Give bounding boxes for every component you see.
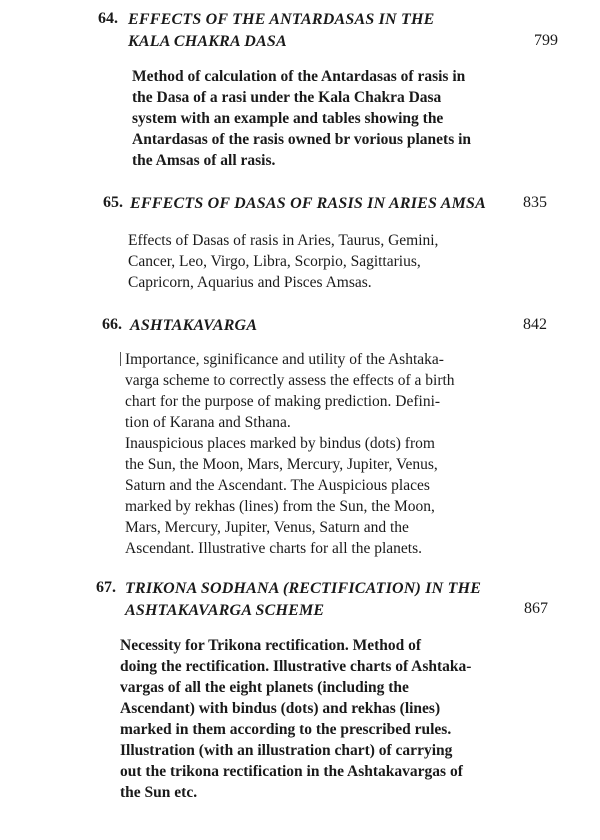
desc-line: tion of Karana and Sthana. <box>125 414 291 431</box>
desc-line: system with an example and tables showing the <box>132 110 444 127</box>
entry-67-page: 867 <box>524 600 548 617</box>
desc-line: Ascendant. Illustrative charts for all the planets. <box>125 540 422 557</box>
desc-line: Cancer, Leo, Virgo, Libra, Scorpio, Sagittarius, <box>128 253 421 270</box>
entry-64-title <box>128 9 435 53</box>
entry-66-title <box>130 315 257 337</box>
desc-line: marked by rekhas (lines) from the Sun, the Moon, <box>125 498 435 515</box>
desc-line: Saturn and the Ascendant. The Auspicious places <box>125 477 430 494</box>
desc-line: marked in them according to the prescribed rules. <box>120 721 452 738</box>
desc-line: the Sun etc. <box>120 784 198 801</box>
entry-67-title-line: ASHTAKAVARGA SCHEME <box>125 602 325 619</box>
entry-64-title-line: EFFECTS OF THE ANTARDASAS IN THE <box>128 11 435 28</box>
entry-64-number: 64. <box>98 10 118 27</box>
entry-67-title <box>125 578 481 622</box>
desc-line: Illustration (with an illustration chart) of carrying <box>120 742 453 759</box>
entry-66-number: 66. <box>102 316 122 333</box>
desc-line: Mars, Mercury, Jupiter, Venus, Saturn and the <box>125 519 409 536</box>
desc-line: Importance, sginificance and utility of the Ashtaka- <box>125 351 444 368</box>
entry-64-description <box>132 66 471 171</box>
desc-line: Effects of Dasas of rasis in Aries, Taurus, Gemini, <box>128 232 439 249</box>
desc-line: Inauspicious places marked by bindus (dots) from <box>125 435 435 452</box>
desc-line: varga scheme to correctly assess the effects of a birth <box>125 372 455 389</box>
desc-line: chart for the purpose of making prediction. Defini- <box>125 393 441 410</box>
desc-line: vargas of all the eight planets (including the <box>120 679 409 696</box>
desc-line: Ascendant) with bindus (dots) and rekhas (lines) <box>120 700 441 717</box>
margin-mark <box>120 352 121 366</box>
entry-66-description <box>125 349 455 559</box>
entry-67-number: 67. <box>96 579 116 596</box>
entry-67-description <box>120 635 471 803</box>
entry-65-title <box>130 193 486 215</box>
entry-67-title-line: TRIKONA SODHANA (RECTIFICATION) IN THE <box>125 580 482 597</box>
entry-66-title-line: ASHTAKAVARGA <box>130 317 258 334</box>
entry-65-number: 65. <box>103 194 123 211</box>
desc-line: Necessity for Trikona rectification. Method of <box>120 637 422 654</box>
entry-64-page: 799 <box>534 32 558 49</box>
desc-line: the Dasa of a rasi under the Kala Chakra Dasa <box>132 89 442 106</box>
entry-64-title-line: KALA CHAKRA DASA <box>128 33 287 50</box>
entry-65-description <box>128 230 438 293</box>
desc-line: Antardasas of the rasis owned br vorious planets in <box>132 131 472 148</box>
desc-line: Method of calculation of the Antardasas of rasis in <box>132 68 466 85</box>
desc-line: out the trikona rectification in the Ashtakavargas of <box>120 763 463 780</box>
desc-line: Capricorn, Aquarius and Pisces Amsas. <box>128 274 372 291</box>
desc-line: the Amsas of all rasis. <box>132 152 276 169</box>
desc-line: the Sun, the Moon, Mars, Mercury, Jupiter, Venus, <box>125 456 438 473</box>
entry-66-page: 842 <box>523 316 547 333</box>
entry-65-title-line: EFFECTS OF DASAS OF RASIS IN ARIES AMSA <box>130 195 486 212</box>
entry-65-page: 835 <box>523 194 547 211</box>
desc-line: doing the rectification. Illustrative charts of Ashtaka- <box>120 658 472 675</box>
